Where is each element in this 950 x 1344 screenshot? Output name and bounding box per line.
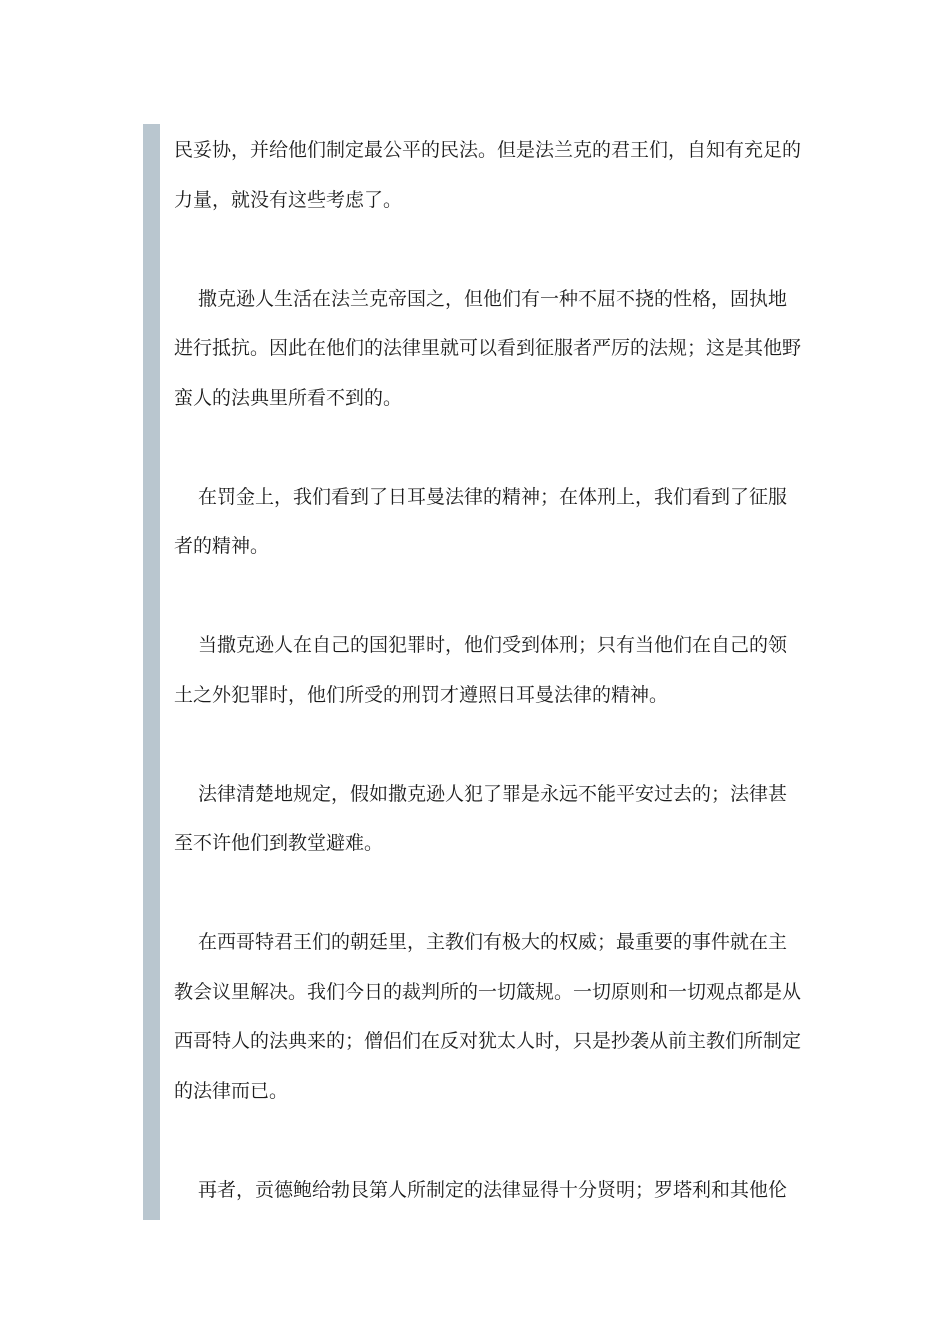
paragraph-5	[174, 770, 814, 869]
paragraph-line: 法律清楚地规定，假如撒克逊人犯了罪是永远不能平安过去的；法律甚	[198, 782, 788, 805]
paragraph-line: 再者，贡德鲍给勃艮第人所制定的法律显得十分贤明；罗塔利和其他伦	[198, 1178, 788, 1201]
left-margin-bar	[143, 124, 160, 1220]
paragraph-line: 蛮人的法典里所看不到的。	[174, 386, 403, 409]
paragraph-line: 西哥特人的法典来的；僧侣们在反对犹太人时，只是抄袭从前主教们所制定	[174, 1030, 802, 1052]
paragraph-line: 民妥协，并给他们制定最公平的民法。但是法兰克的君王们，自知有充足的	[174, 139, 802, 161]
paragraph-line: 进行抵抗。因此在他们的法律里就可以看到征服者严厉的法规；这是其他野	[174, 337, 802, 359]
paragraph-line: 当撒克逊人在自己的国犯罪时，他们受到体刑；只有当他们在自己的领	[198, 634, 788, 656]
paragraph-3	[174, 473, 814, 572]
paragraph-7	[174, 1166, 814, 1216]
paragraph-4	[174, 621, 814, 720]
paragraph-6	[174, 918, 814, 1116]
paragraph-line: 至不许他们到教堂避难。	[174, 832, 384, 854]
paragraph-line: 撒克逊人生活在法兰克帝国之，但他们有一种不屈不挠的性格，固执地	[198, 287, 788, 310]
paragraph-line: 者的精神。	[174, 535, 270, 557]
paragraph-1	[174, 126, 814, 225]
paragraph-line: 土之外犯罪时，他们所受的刑罚才遵照日耳曼法律的精神。	[174, 683, 669, 706]
paragraph-line: 力量，就没有这些考虑了。	[174, 188, 403, 211]
paragraph-line: 教会议里解决。我们今日的裁判所的一切箴规。一切原则和一切观点都是从	[174, 980, 802, 1003]
paragraph-line: 在西哥特君王们的朝廷里，主教们有极大的权威；最重要的事件就在主	[198, 931, 788, 953]
paragraph-line: 在罚金上，我们看到了日耳曼法律的精神；在体刑上，我们看到了征服	[198, 485, 788, 508]
paragraph-2	[174, 275, 814, 424]
paragraph-line: 的法律而已。	[174, 1079, 289, 1102]
document-body	[174, 126, 814, 1265]
